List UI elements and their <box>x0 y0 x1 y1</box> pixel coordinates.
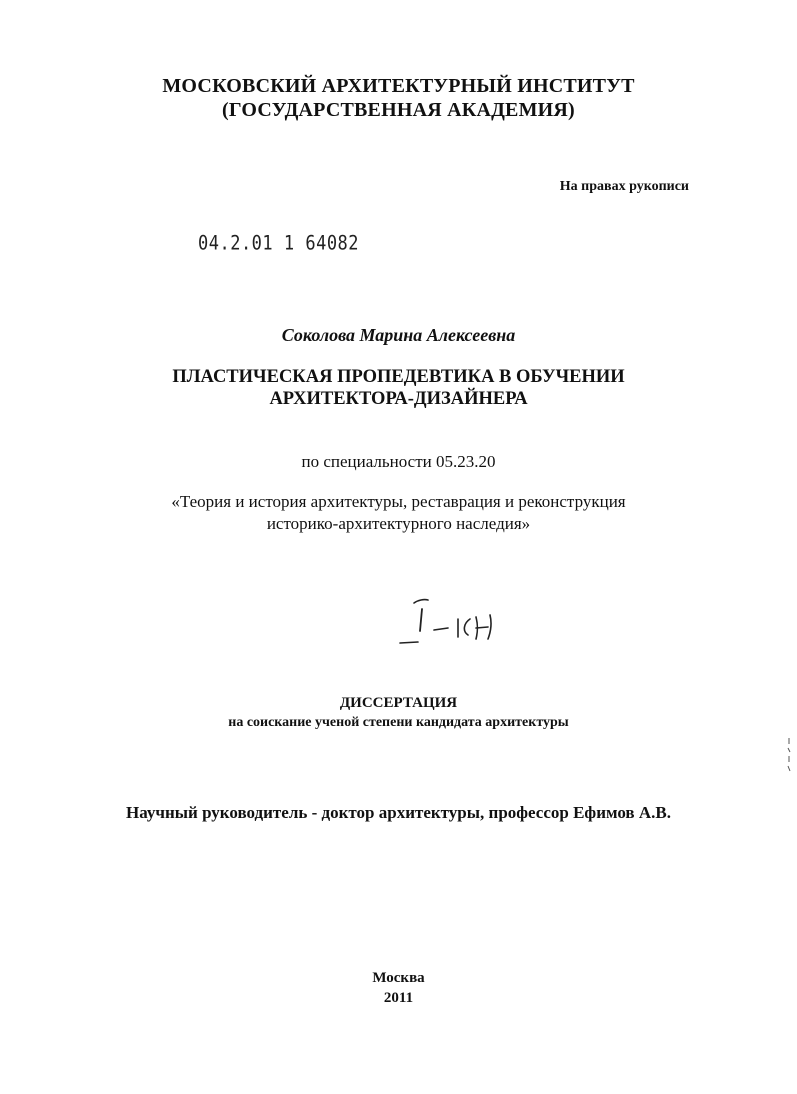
specialty-code: по специальности 05.23.20 <box>301 452 496 471</box>
city: Москва <box>372 970 425 986</box>
rights-note: На правах рукописи <box>559 179 689 194</box>
specialty-name <box>0 491 797 535</box>
institute-subtitle: (ГОСУДАРСТВЕННАЯ АКАДЕМИЯ) <box>222 99 575 121</box>
title-line-1: ПЛАСТИЧЕСКАЯ ПРОПЕДЕВТИКА В ОБУЧЕНИИ <box>172 367 625 387</box>
dissertation-title <box>0 366 797 410</box>
handwritten-mark <box>392 597 512 657</box>
footer <box>0 968 797 1008</box>
supervisor: Научный руководитель - доктор архитектуры, профессор Ефимов А.В. <box>126 803 671 822</box>
institute-header <box>0 74 797 122</box>
stamp-number: 04.2.01 1 64082 <box>198 232 360 255</box>
specialty-name-line-1: «Теория и история архитектуры, реставрация и реконструкция <box>171 492 626 511</box>
specialty-name-line-2: историко-архитектурного наследия» <box>266 514 531 533</box>
year: 2011 <box>383 990 414 1006</box>
institute-name: МОСКОВСКИЙ АРХИТЕКТУРНЫЙ ИНСТИТУТ <box>162 75 635 97</box>
author-name: Соколова Марина Алексеевна <box>281 325 516 345</box>
dissertation-label: ДИССЕРТАЦИЯ <box>339 695 458 711</box>
scan-margin-mark <box>786 738 792 772</box>
dissertation-subtitle: на соискание ученой степени кандидата архитектуры <box>228 715 569 730</box>
title-line-2: АРХИТЕКТОРА-ДИЗАЙНЕРА <box>269 389 528 409</box>
